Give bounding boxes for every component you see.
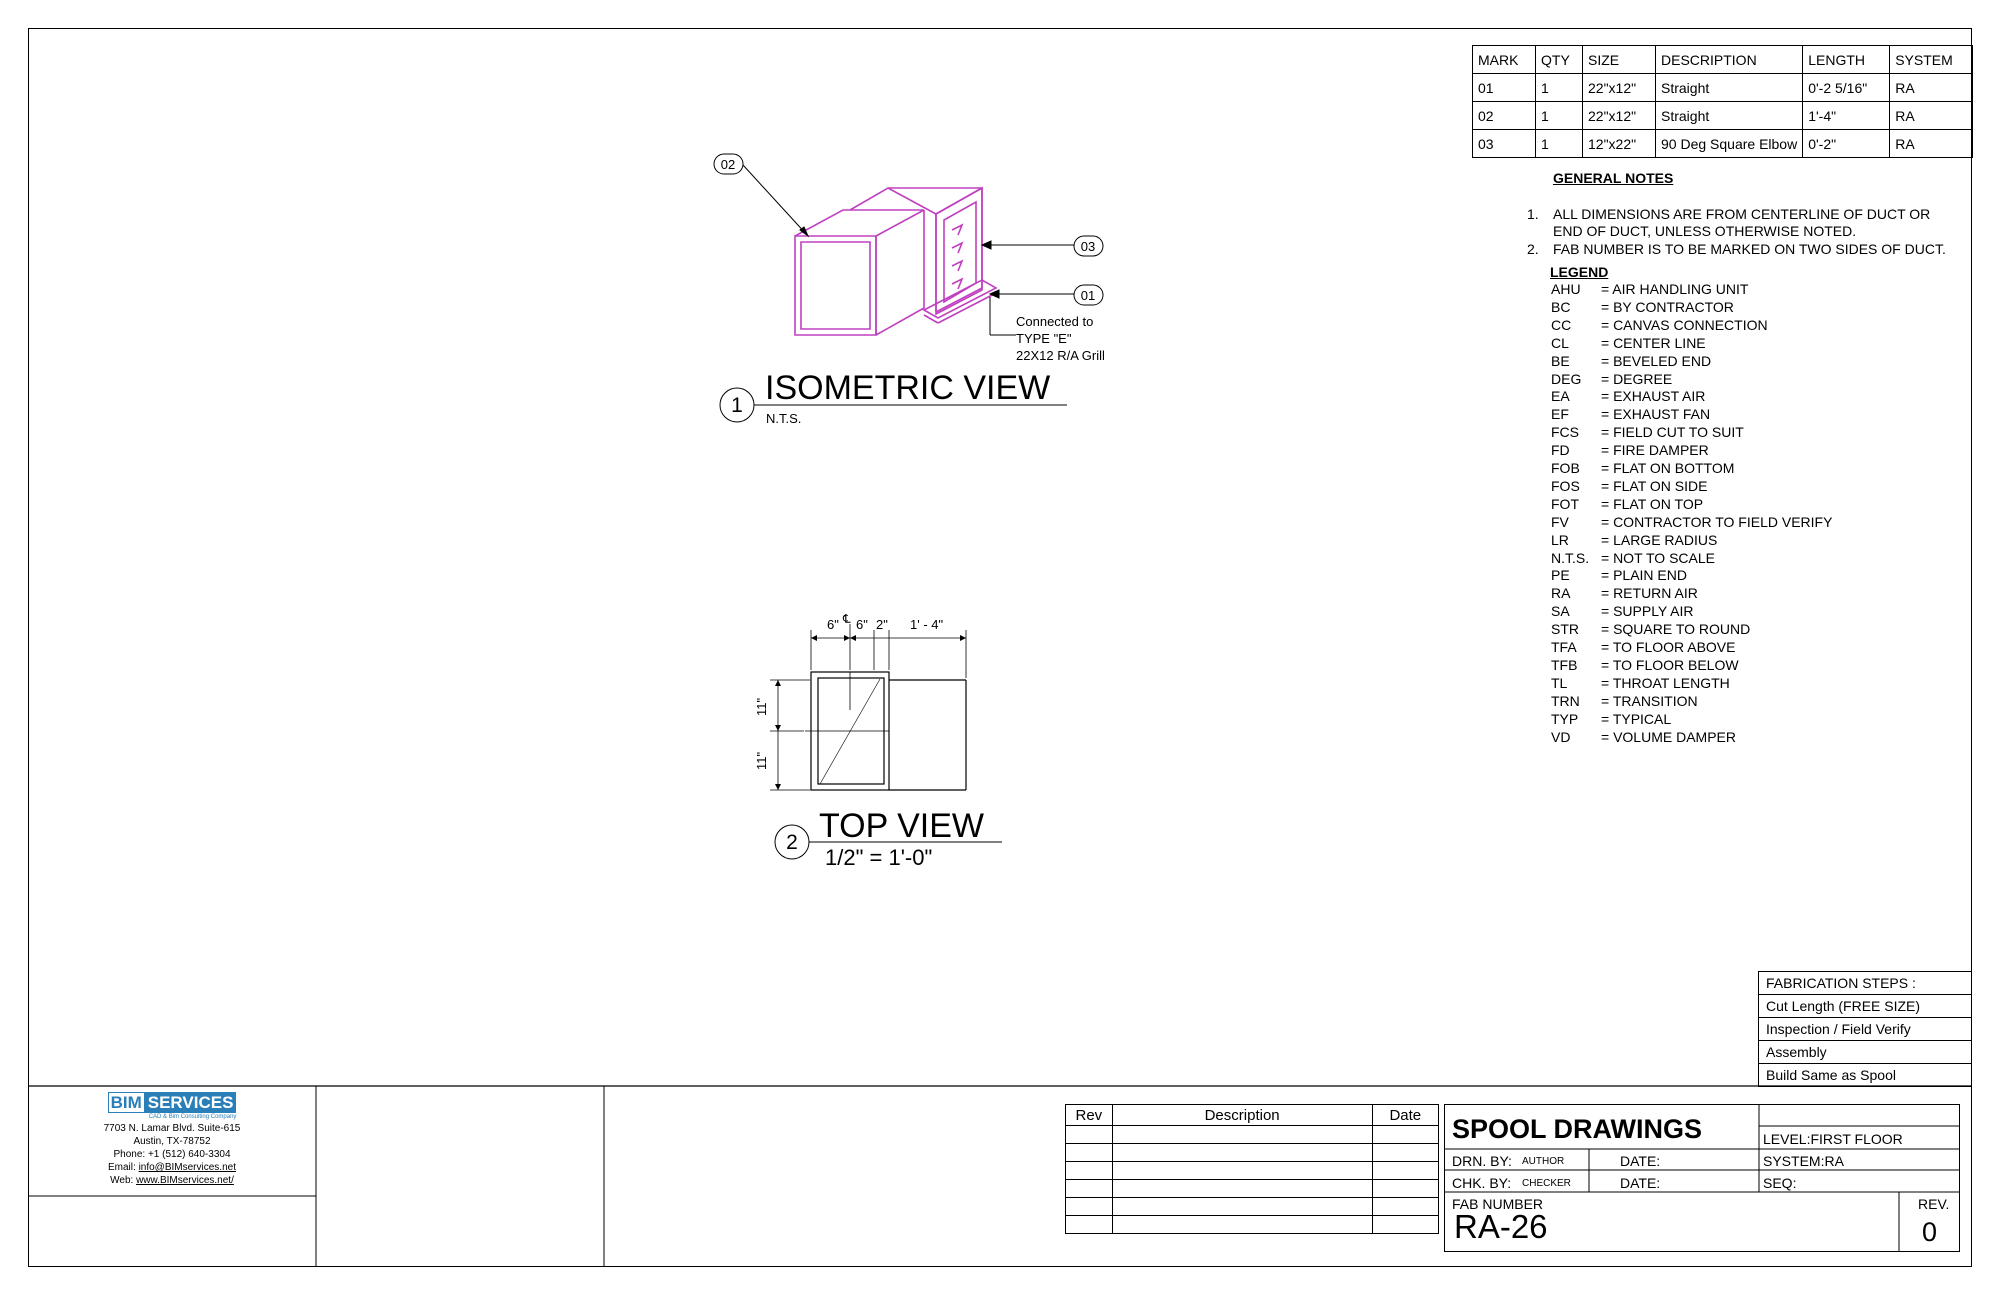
legend-item <box>1551 692 1698 710</box>
legend-abbreviation: VD <box>1551 728 1571 745</box>
logo-bim: BIM <box>108 1092 145 1113</box>
date-header: Date <box>1372 1105 1438 1126</box>
header-system: SYSTEM <box>1890 46 1973 74</box>
header-mark: MARK <box>1473 46 1536 74</box>
legend-definition: = FIRE DAMPER <box>1601 442 1709 459</box>
legend-item <box>1551 280 1748 298</box>
company-email-row <box>28 1161 316 1174</box>
legend-definition: = SUPPLY AIR <box>1601 603 1694 620</box>
legend-definition: = EXHAUST FAN <box>1601 406 1711 423</box>
legend-item <box>1551 710 1671 728</box>
fab-number-label: FAB NUMBER <box>1452 1196 1544 1212</box>
cell-mark: 02 <box>1473 102 1536 130</box>
cell-length: 1'-4" <box>1803 102 1890 130</box>
legend-abbreviation: EF <box>1551 406 1569 423</box>
general-notes-title: GENERAL NOTES <box>1553 170 1674 186</box>
dim-11-bottom: 11" <box>754 751 769 770</box>
legend-definition: = RETURN AIR <box>1601 585 1698 602</box>
cell-qty: 1 <box>1536 102 1583 130</box>
legend-item <box>1551 620 1750 638</box>
duct-02-top-face <box>795 210 924 236</box>
table-row <box>1066 1162 1439 1180</box>
note-2-line-1: FAB NUMBER IS TO BE MARKED ON TWO SIDES OF DUCT. <box>1553 241 1946 257</box>
legend-item <box>1551 513 1832 531</box>
checked-by-label: CHK. BY: <box>1452 1175 1512 1191</box>
table-row <box>1066 1144 1439 1162</box>
grill-note-line-3: 22X12 R/A Grill <box>1016 348 1105 363</box>
logo-tagline: CAD & Bim Consulting Company <box>148 1114 237 1120</box>
cell-system: RA <box>1890 102 1973 130</box>
cell-size: 22"x12" <box>1583 102 1656 130</box>
revision-number: 0 <box>1922 1217 1938 1247</box>
legend-item <box>1551 531 1717 549</box>
legend-abbreviation: PE <box>1551 567 1570 584</box>
seq-field: SEQ: <box>1763 1175 1797 1191</box>
legend-abbreviation: FOT <box>1551 495 1579 512</box>
tag-03-label: 03 <box>1080 239 1096 254</box>
cell-qty: 1 <box>1536 74 1583 102</box>
legend-item <box>1551 602 1693 620</box>
fab-number: RA-26 <box>1454 1208 1548 1245</box>
centerline-mark: ℄ <box>843 612 851 626</box>
legend-definition: = NOT TO SCALE <box>1601 549 1715 566</box>
header-size: SIZE <box>1583 46 1656 74</box>
header-length: LENGTH <box>1803 46 1890 74</box>
cell-description: Straight <box>1656 74 1803 102</box>
fabrication-step: Cut Length (FREE SIZE) <box>1759 995 1972 1018</box>
drawn-date-label: DATE: <box>1620 1153 1661 1169</box>
legend-item <box>1551 477 1707 495</box>
legend-item <box>1551 566 1687 584</box>
cell-length: 0'-2 5/16" <box>1803 74 1890 102</box>
table-row <box>1473 74 1973 102</box>
legend-definition: = CANVAS CONNECTION <box>1601 316 1768 333</box>
legend-abbreviation: LR <box>1551 531 1569 548</box>
table-row <box>1473 130 1973 158</box>
top-view-scale: 1/2" = 1'-0" <box>825 845 933 870</box>
legend-title: LEGEND <box>1550 264 1609 280</box>
material-table-header <box>1473 46 1973 74</box>
company-email-link[interactable]: info@BIMservices.net <box>138 1162 236 1173</box>
company-phone: Phone: +1 (512) 640-3304 <box>113 1149 231 1160</box>
tag-01-label: 01 <box>1080 288 1096 303</box>
header-description: DESCRIPTION <box>1656 46 1803 74</box>
legend-item <box>1551 656 1739 674</box>
cell-qty: 1 <box>1536 130 1583 158</box>
revision-label: REV. <box>1918 1196 1950 1212</box>
isometric-view-title-block <box>715 360 1115 440</box>
legend-item <box>1551 334 1706 352</box>
legend-item <box>1551 387 1705 405</box>
note-1-number: 1. <box>1527 206 1539 222</box>
legend-item <box>1551 459 1734 477</box>
legend-definition: = EXHAUST AIR <box>1601 388 1706 405</box>
drawing-title: SPOOL DRAWINGS <box>1452 1114 1703 1144</box>
rev-header: Rev <box>1066 1105 1113 1126</box>
legend-definition: = FLAT ON SIDE <box>1601 477 1708 494</box>
legend-definition: = VOLUME DAMPER <box>1601 728 1736 745</box>
dim-11-top: 11" <box>754 697 769 716</box>
legend-abbreviation: SA <box>1551 603 1570 620</box>
legend-abbreviation: EA <box>1551 388 1570 405</box>
logo-services: SERVICES <box>145 1092 237 1113</box>
legend-item <box>1551 405 1710 423</box>
fabrication-step: Build Same as Spool <box>1759 1064 1972 1087</box>
checked-date-label: DATE: <box>1620 1175 1661 1191</box>
description-header: Description <box>1112 1105 1372 1126</box>
dim-2: 2" <box>876 617 888 632</box>
company-web-link[interactable]: www.BIMservices.net/ <box>136 1175 234 1186</box>
grill-note-line-1: Connected to <box>1016 314 1094 329</box>
legend-abbreviation: TRN <box>1551 692 1580 709</box>
legend-definition: = TYPICAL <box>1601 710 1672 727</box>
dim-6-left: 6" <box>827 617 839 632</box>
drawn-by-value: AUTHOR <box>1522 1156 1565 1167</box>
legend-definition: = FLAT ON BOTTOM <box>1601 460 1735 476</box>
cell-mark: 01 <box>1473 74 1536 102</box>
dim-1-4: 1' - 4" <box>910 617 944 632</box>
top-view-drawing <box>740 600 1000 810</box>
checked-by-value: CHECKER <box>1522 1178 1571 1189</box>
legend-item <box>1551 638 1735 656</box>
fabrication-steps-title: FABRICATION STEPS : <box>1759 972 1972 995</box>
table-row <box>1066 1198 1439 1216</box>
legend-abbreviation: AHU <box>1551 281 1581 297</box>
legend-definition: = TRANSITION <box>1601 692 1698 709</box>
legend-abbreviation: DEG <box>1551 370 1582 387</box>
legend-abbreviation: BC <box>1551 298 1571 315</box>
company-logo <box>108 1092 237 1121</box>
company-email-label: Email: <box>108 1162 139 1173</box>
top-view-title: TOP VIEW <box>819 807 985 845</box>
table-row <box>1066 1216 1439 1234</box>
company-web-label: Web: <box>110 1175 137 1186</box>
cell-length: 0'-2" <box>1803 130 1890 158</box>
legend-definition: = TO FLOOR BELOW <box>1601 656 1739 673</box>
cell-system: RA <box>1890 130 1973 158</box>
legend-abbreviation: CL <box>1551 334 1569 351</box>
legend-definition: = DEGREE <box>1601 370 1673 387</box>
legend-definition: = BEVELED END <box>1601 352 1712 369</box>
table-row <box>1066 1126 1439 1144</box>
isometric-view-number: 1 <box>731 394 743 417</box>
legend-definition: = SQUARE TO ROUND <box>1601 621 1751 638</box>
fabrication-step: Assembly <box>1759 1041 1972 1064</box>
legend-definition: = LARGE RADIUS <box>1601 531 1718 548</box>
legend-abbreviation: BE <box>1551 352 1570 369</box>
duct-02-front-face <box>795 236 876 335</box>
legend-item <box>1551 495 1703 513</box>
legend-item <box>1551 441 1709 459</box>
note-1-line-1: ALL DIMENSIONS ARE FROM CENTERLINE OF DUCT OR <box>1553 206 1931 222</box>
legend-abbreviation: FOB <box>1551 460 1580 476</box>
legend-definition: = CENTER LINE <box>1601 334 1706 351</box>
duct-02-side-face <box>876 210 924 335</box>
cell-description: Straight <box>1656 102 1803 130</box>
legend-abbreviation: CC <box>1551 316 1572 333</box>
level-field: LEVEL:FIRST FLOOR <box>1763 1131 1903 1147</box>
legend-item <box>1551 549 1715 567</box>
legend-abbreviation: TFA <box>1551 639 1577 655</box>
revision-table <box>1065 1104 1439 1234</box>
legend-abbreviation: FOS <box>1551 477 1580 494</box>
legend-definition: = FLAT ON TOP <box>1601 495 1704 512</box>
legend-item <box>1551 298 1734 316</box>
duct-02-front-inner <box>801 242 870 329</box>
cell-size: 22"x12" <box>1583 74 1656 102</box>
legend-abbreviation: RA <box>1551 585 1571 602</box>
legend-abbreviation: TL <box>1551 674 1568 691</box>
legend-item <box>1551 674 1730 692</box>
legend-item <box>1551 316 1768 334</box>
legend-abbreviation: FCS <box>1551 424 1579 441</box>
company-web-row <box>28 1174 316 1187</box>
dim-6-right: 6" <box>856 617 868 632</box>
top-view-title-block <box>772 800 1012 880</box>
cell-description: 90 Deg Square Elbow <box>1656 130 1803 158</box>
legend-item <box>1551 728 1736 746</box>
cell-size: 12"x22" <box>1583 130 1656 158</box>
cell-system: RA <box>1890 74 1973 102</box>
legend-definition: = AIR HANDLING UNIT <box>1601 281 1749 297</box>
legend-abbreviation: TFB <box>1551 656 1578 673</box>
fabrication-steps-table <box>1758 971 1972 1087</box>
table-row <box>1473 102 1973 130</box>
legend-abbreviation: STR <box>1551 621 1579 638</box>
legend-abbreviation: TYP <box>1551 710 1579 727</box>
legend-definition: = PLAIN END <box>1601 567 1687 584</box>
company-address-1: 7703 N. Lamar Blvd. Suite-615 <box>103 1123 241 1134</box>
isometric-view-title: ISOMETRIC VIEW <box>765 369 1051 407</box>
material-table <box>1472 45 1973 158</box>
legend-definition: = BY CONTRACTOR <box>1601 298 1734 315</box>
table-row <box>1066 1180 1439 1198</box>
legend-definition: = TO FLOOR ABOVE <box>1601 639 1736 655</box>
legend-abbreviation: N.T.S. <box>1551 549 1590 566</box>
cell-mark: 03 <box>1473 130 1536 158</box>
note-1-line-2: END OF DUCT, UNLESS OTHERWISE NOTED. <box>1553 223 1857 239</box>
legend-abbreviation: FD <box>1551 442 1570 459</box>
company-address-2: Austin, TX-78752 <box>133 1136 211 1147</box>
note-2-number: 2. <box>1527 241 1539 257</box>
legend-definition: = FIELD CUT TO SUIT <box>1601 424 1744 441</box>
legend-item <box>1551 352 1711 370</box>
legend-item <box>1551 423 1744 441</box>
legend-definition: = CONTRACTOR TO FIELD VERIFY <box>1601 513 1833 530</box>
company-info <box>28 1086 316 1187</box>
top-view-number: 2 <box>786 831 798 854</box>
legend-item <box>1551 370 1672 388</box>
legend-abbreviation: FV <box>1551 513 1569 530</box>
legend-definition: = THROAT LENGTH <box>1601 674 1730 691</box>
grill-note-line-2: TYPE "E" <box>1016 331 1072 346</box>
fabrication-step: Inspection / Field Verify <box>1759 1018 1972 1041</box>
tag-02-label: 02 <box>720 157 736 172</box>
header-qty: QTY <box>1536 46 1583 74</box>
isometric-view-scale: N.T.S. <box>766 411 802 426</box>
system-field: SYSTEM:RA <box>1763 1153 1844 1169</box>
legend-item <box>1551 584 1698 602</box>
drawn-by-label: DRN. BY: <box>1452 1153 1512 1169</box>
